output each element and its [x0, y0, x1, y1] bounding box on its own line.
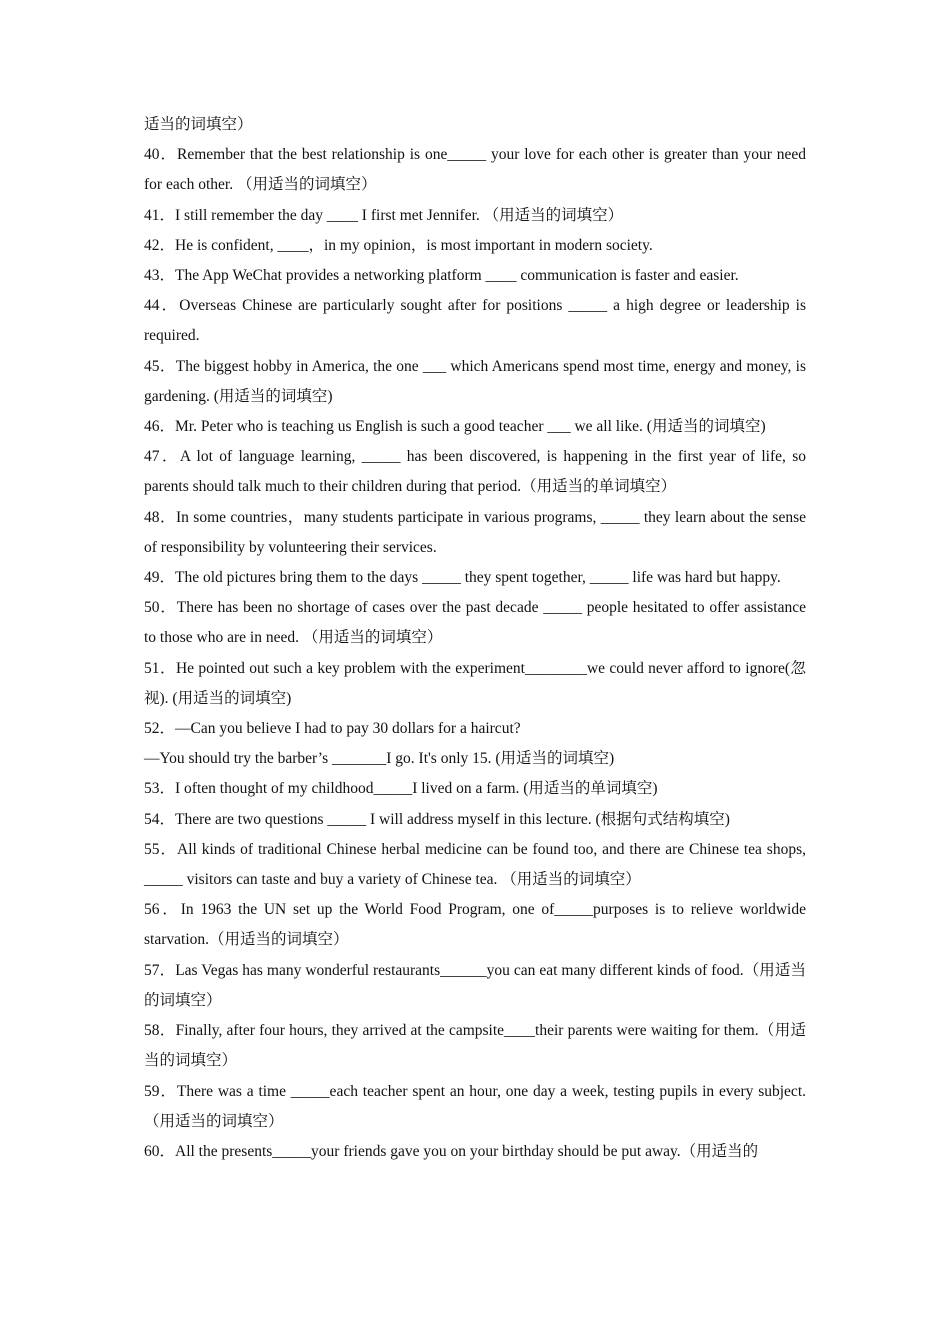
question-56: 56．In 1963 the UN set up the World Food Program, one of_____purposes is to relieve worldwide starvation.（用适当的词填空）	[144, 901, 806, 949]
question-48: 48．In some countries，many students participate in various programs, _____ they learn about the sense of responsibility by volunteering their services.	[144, 508, 806, 556]
question-43: 43．The App WeChat provides a networking platform ____ communication is faster and easier.	[144, 267, 739, 285]
question-57: 57．Las Vegas has many wonderful restaurants______you can eat many different kinds of food.（用适当的词填空）	[144, 961, 806, 1009]
question-53: 53．I often thought of my childhood_____I lived on a farm. (用适当的单词填空)	[144, 780, 658, 798]
question-59: 59．There was a time _____each teacher spent an hour, one day a week, testing pupils in every subject. （用适当的词填空）	[144, 1082, 806, 1130]
question-49: 49．The old pictures bring them to the days _____ they spent together, _____ life was hard but happy.	[144, 569, 781, 587]
question-41: 41．I still remember the day ____ I first met Jennifer. （用适当的词填空）	[144, 206, 624, 224]
question-54: 54．There are two questions _____ I will address myself in this lecture. (根据句式结构填空)	[144, 810, 730, 828]
question-52-line-1: 52．—Can you believe I had to pay 30 dollars for a haircut?	[144, 720, 521, 738]
question-52-line-2: —You should try the barber’s _______I go. It's only 15. (用适当的词填空)	[144, 750, 615, 768]
question-55: 55．All kinds of traditional Chinese herbal medicine can be found too, and there are Chinese tea shops, _____ visitors can taste and buy a variety of Chinese tea. （用适当的词填空）	[144, 840, 806, 889]
question-45: 45．The biggest hobby in America, the one ___ which Americans spend most time, energy and money, is gardening. (用适当的词填空)	[144, 357, 806, 405]
question-42: 42．He is confident, ____，in my opinion，is most important in modern society.	[144, 236, 653, 254]
question-58: 58．Finally, after four hours, they arrived at the campsite____their parents were waiting for them.（用适当的词填空）	[144, 1022, 806, 1070]
question-44: 44．Overseas Chinese are particularly sought after for positions _____ a high degree or leadership is required.	[144, 297, 806, 345]
question-60: 60．All the presents_____your friends gave you on your birthday should be put away.（用适当的	[144, 1142, 759, 1160]
document-page	[144, 110, 806, 1167]
question-51: 51．He pointed out such a key problem with the experiment________we could never afford to ignore(忽视). (用适当的词填空)	[144, 659, 806, 707]
question-47: 47．A lot of language learning, _____ has been discovered, is happening in the first year of life, so parents should talk much to their children during that period.（用适当的单词填空）	[144, 448, 806, 496]
question-40: 40．Remember that the best relationship is one_____ your love for each other is greater than your need for each other. （用适当的词填空）	[144, 146, 806, 194]
question-46: 46．Mr. Peter who is teaching us English is such a good teacher ___ we all like. (用适当的词填空)	[144, 418, 766, 436]
question-50: 50．There has been no shortage of cases over the past decade _____ people hesitated to offer assistance to those who are in need. （用适当的词填空）	[144, 599, 806, 647]
text-line-continuation: 适当的词填空）	[144, 116, 253, 133]
